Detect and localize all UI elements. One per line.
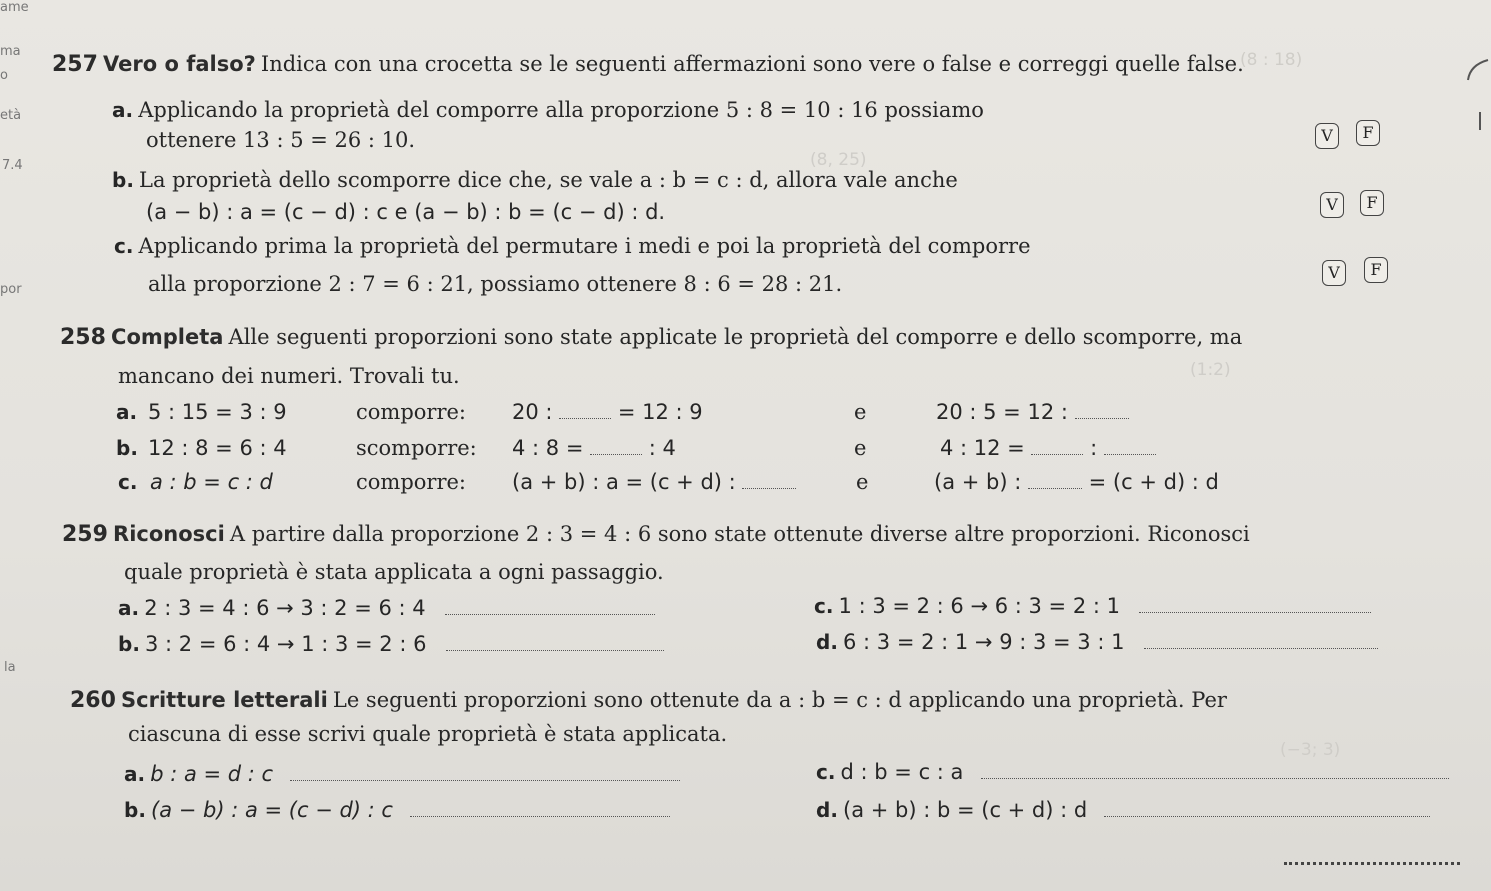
answer-blank[interactable] bbox=[1144, 630, 1378, 649]
expr-part: 4 : 12 = bbox=[940, 436, 1025, 460]
ex257-item-b-line1 bbox=[112, 168, 958, 192]
ex257-item-a-line1 bbox=[112, 98, 984, 122]
false-checkbox[interactable]: F bbox=[1356, 120, 1380, 146]
ex260-item-b bbox=[124, 798, 670, 822]
item-label: c. bbox=[816, 760, 836, 784]
ex257-item-a-line2: ottenere 13 : 5 = 26 : 10. bbox=[146, 128, 416, 152]
margin-fragment: ma bbox=[0, 44, 21, 59]
item-label: a. bbox=[112, 98, 134, 122]
property-name: scomporre: bbox=[356, 436, 477, 460]
exercise-257-heading bbox=[52, 52, 1244, 77]
proportion: (a − b) : a = (c − d) : c bbox=[151, 798, 393, 822]
answer-blank[interactable] bbox=[590, 436, 642, 455]
conjunction: e bbox=[856, 470, 869, 494]
show-through-text: (8 : 18) bbox=[1240, 50, 1303, 70]
false-checkbox[interactable]: F bbox=[1360, 190, 1384, 216]
row-label: b. bbox=[116, 436, 138, 460]
answer-blank[interactable] bbox=[1104, 436, 1156, 455]
item-label: a. bbox=[118, 596, 140, 620]
ex260-item-d bbox=[816, 798, 1430, 822]
exercise-number: 260 bbox=[70, 688, 116, 713]
answer-blank[interactable] bbox=[559, 400, 611, 419]
exercise-instruction: Indica con una crocetta se le seguenti affermazioni sono vere o false e correggi quelle false. bbox=[260, 52, 1244, 76]
show-through-text: (−3; 3) bbox=[1280, 740, 1341, 760]
proportion: (a + b) : b = (c + d) : d bbox=[843, 798, 1088, 822]
exercise-259-heading bbox=[62, 522, 1250, 547]
item-label: b. bbox=[112, 168, 134, 192]
ex259-item-d bbox=[816, 630, 1378, 654]
exercise-instruction-cont: mancano dei numeri. Trovali tu. bbox=[118, 364, 460, 388]
item-label: d. bbox=[816, 798, 838, 822]
show-through-text: (1:2) bbox=[1190, 360, 1231, 380]
exercise-title: Vero o falso? bbox=[103, 52, 256, 76]
answer-continuation-line bbox=[1284, 862, 1460, 865]
conjunction: e bbox=[854, 400, 867, 424]
item-text: Applicando la proprietà del comporre alla proporzione 5 : 8 = 10 : 16 possiamo bbox=[138, 98, 984, 122]
margin-fragment: età bbox=[0, 108, 22, 123]
item-text: La proprietà dello scomporre dice che, se vale a : b = c : d, allora vale anche bbox=[139, 168, 958, 192]
answer-blank[interactable] bbox=[981, 760, 1449, 779]
fill-in-expression bbox=[934, 470, 1219, 494]
proportion: 12 : 8 = 6 : 4 bbox=[148, 436, 287, 460]
true-checkbox[interactable]: V bbox=[1322, 260, 1346, 286]
ex257-item-c-line2: alla proporzione 2 : 7 = 6 : 21, possiamo ottenere 8 : 6 = 28 : 21. bbox=[148, 272, 843, 296]
margin-fragment: la bbox=[4, 660, 16, 675]
item-label: a. bbox=[124, 762, 146, 786]
proportion-step: 2 : 3 = 4 : 6 → 3 : 2 = 6 : 4 bbox=[144, 596, 426, 620]
expr-part: : 4 bbox=[648, 436, 676, 460]
proportion: 5 : 15 = 3 : 9 bbox=[148, 400, 287, 424]
exercise-title: Completa bbox=[111, 325, 224, 349]
item-label: b. bbox=[118, 632, 140, 656]
answer-blank[interactable] bbox=[445, 596, 655, 615]
item-label: c. bbox=[814, 594, 834, 618]
expr-part: (a + b) : bbox=[934, 470, 1022, 494]
page-edge-marks bbox=[1440, 20, 1490, 140]
row-label: c. bbox=[118, 470, 138, 494]
expr-part: 20 : 5 = 12 : bbox=[936, 400, 1068, 424]
proportion-step: 3 : 2 = 6 : 4 → 1 : 3 = 2 : 6 bbox=[145, 632, 427, 656]
exercise-instruction: Alle seguenti proporzioni sono state applicate le proprietà del comporre e dello scomporre, ma bbox=[228, 325, 1243, 349]
answer-blank[interactable] bbox=[410, 798, 670, 817]
answer-blank[interactable] bbox=[1028, 470, 1082, 489]
ex260-item-a bbox=[124, 762, 680, 786]
proportion: b : a = d : c bbox=[150, 762, 274, 786]
ex257-item-c-line1 bbox=[114, 234, 1031, 258]
exercise-number: 257 bbox=[52, 52, 98, 77]
exercise-258-heading bbox=[60, 325, 1242, 350]
exercise-number: 259 bbox=[62, 522, 108, 547]
fill-in-expression bbox=[936, 400, 1129, 424]
margin-fragment: por bbox=[0, 282, 22, 297]
fill-in-expression bbox=[512, 436, 676, 460]
answer-blank[interactable] bbox=[1104, 798, 1430, 817]
expr-part: : bbox=[1090, 436, 1098, 460]
proportion: d : b = c : a bbox=[840, 760, 964, 784]
fill-in-expression bbox=[512, 400, 703, 424]
conjunction: e bbox=[854, 436, 867, 460]
ex259-item-c bbox=[814, 594, 1371, 618]
proportion-step: 1 : 3 = 2 : 6 → 6 : 3 = 2 : 1 bbox=[838, 594, 1120, 618]
item-label: b. bbox=[124, 798, 146, 822]
exercise-260-heading bbox=[70, 688, 1227, 713]
exercise-instruction: Le seguenti proporzioni sono ottenute da a : b = c : d applicando una proprietà. Per bbox=[332, 688, 1227, 712]
exercise-instruction-cont: quale proprietà è stata applicata a ogni passaggio. bbox=[124, 560, 664, 584]
row-label: a. bbox=[116, 400, 138, 424]
exercise-instruction-cont: ciascuna di esse scrivi quale proprietà è stata applicata. bbox=[128, 722, 728, 746]
answer-blank[interactable] bbox=[742, 470, 796, 489]
item-text: Applicando prima la proprietà del permutare i medi e poi la proprietà del comporre bbox=[138, 234, 1031, 258]
answer-blank[interactable] bbox=[1139, 594, 1371, 613]
proportion-step: 6 : 3 = 2 : 1 → 9 : 3 = 3 : 1 bbox=[843, 630, 1125, 654]
item-label: c. bbox=[114, 234, 134, 258]
margin-fragment: 7.4 bbox=[2, 158, 23, 173]
ex259-item-b bbox=[118, 632, 664, 656]
answer-blank[interactable] bbox=[446, 632, 664, 651]
exercise-instruction: A partire dalla proporzione 2 : 3 = 4 : 6 sono state ottenute diverse altre proporzioni. Riconosci bbox=[229, 522, 1250, 546]
answer-blank[interactable] bbox=[1075, 400, 1129, 419]
property-name: comporre: bbox=[356, 400, 466, 424]
item-label: d. bbox=[816, 630, 838, 654]
false-checkbox[interactable]: F bbox=[1364, 257, 1388, 283]
true-checkbox[interactable]: V bbox=[1320, 192, 1344, 218]
true-checkbox[interactable]: V bbox=[1315, 123, 1339, 149]
expr-part: = (c + d) : d bbox=[1088, 470, 1219, 494]
proportion: a : b = c : d bbox=[150, 470, 273, 494]
exercise-title: Riconosci bbox=[113, 522, 225, 546]
expr-part: (a + b) : a = (c + d) : bbox=[512, 470, 736, 494]
ex259-item-a bbox=[118, 596, 655, 620]
expr-part: = 12 : 9 bbox=[617, 400, 703, 424]
answer-blank[interactable] bbox=[1031, 436, 1083, 455]
ex257-item-b-line2: (a − b) : a = (c − d) : c e (a − b) : b = (c − d) : d. bbox=[146, 200, 666, 224]
show-through-text: (8, 25) bbox=[810, 150, 867, 170]
fill-in-expression bbox=[512, 470, 796, 494]
property-name: comporre: bbox=[356, 470, 466, 494]
exercise-title: Scritture letterali bbox=[121, 688, 328, 712]
fill-in-expression bbox=[940, 436, 1156, 460]
margin-fragment: ame bbox=[0, 0, 29, 15]
margin-fragment: o bbox=[0, 68, 8, 83]
ex260-item-c bbox=[816, 760, 1449, 784]
exercise-number: 258 bbox=[60, 325, 106, 350]
answer-blank[interactable] bbox=[290, 762, 680, 781]
expr-part: 20 : bbox=[512, 400, 553, 424]
expr-part: 4 : 8 = bbox=[512, 436, 584, 460]
